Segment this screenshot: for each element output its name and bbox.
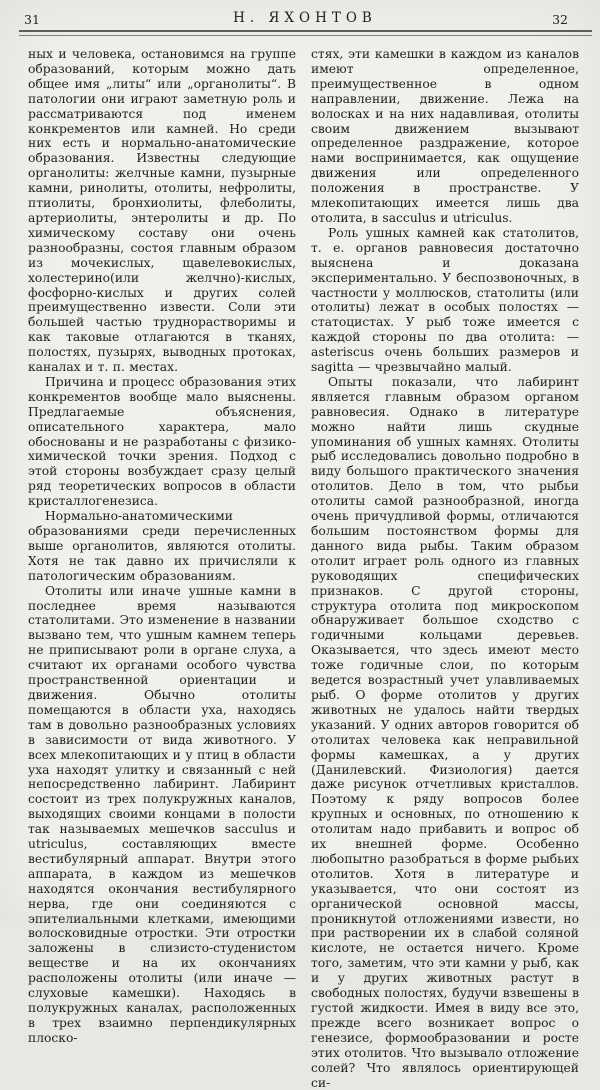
running-header xyxy=(24,10,586,28)
paragraph: Отолиты или иначе ушные камни в последнее время называются статолитами. Это изменение в названии вызвано тем, что ушным камнем теперь не приписывают роли в органе слуха, а считают их органами особого чувства пространственной ориентации и движения. Обычно отолиты помещаются в области уха, находясь там в довольно разнообразных условиях в зависимости от вида животного. У всех млекопитающих и у птиц в области уха находят улитку и связанный с ней непосредственно лабиринт. Лабиринт состоит из трех полукружных каналов, выходящих своими концами в полости так называемых мешечков sacculus и utriculus, составляющих вместе вестибулярный аппарат. Внутри этого аппарата, в каждом из мешечков находятся окончания вестибулярного нерва, где они соединяются с эпителиальными клетками, имеющими волосковидные отростки. Эти отростки заложены в слизисто-студенистом веществе и на их окончаниях расположены отолиты (или иначе — слуховые камешки). Находясь в полукружных каналах, расположенных в трех взаимно перпендикулярных плоско- xyxy=(28,583,296,1045)
header-double-rule xyxy=(19,30,592,36)
page-number-right: 32 xyxy=(552,12,568,27)
running-head-title: Н. ЯХОНТОВ xyxy=(233,10,377,26)
paragraph: Роль ушных камней как статолитов, т. е. органов равновесия достаточно выяснена и доказана экспериментально. У беспозвоночных, в частности у моллюсков, статолиты (или отолиты) лежат в особых полостях — статоцистах. У рыб тоже имеется с каждой стороны по два отолита: — asteriscus очень больших размеров и sagitta — чрезвычайно малый. xyxy=(311,225,579,375)
text-columns xyxy=(28,47,579,1090)
page-number-left: 31 xyxy=(24,12,40,27)
right-column xyxy=(311,47,579,1090)
paragraph: Опыты показали, что лабиринт является главным образом органом равновесия. Однако в литературе можно найти лишь скудные упоминания об ушных камнях. Отолиты рыб исследовались довольно подробно в виду большого практического значения отолитов. Дело в том, что рыбьи отолиты самой разнообразной, иногда очень причудливой формы, отличаются большим постоянством формы для данного вида рыбы. Таким образом отолит играет роль одного из главных руководящих специфических признаков. С другой стороны, структура отолита под микроскопом обнаруживает большое сходство с годичными кольцами деревьев. Оказывается, что здесь имеют место тоже годичные слои, по которым ведется возрастный учет улавливаемых рыб. О форме отолитов у других животных не удалось найти твердых указаний. У одних авторов говорится об отолитах человека как неправильной формы камешках, а у других (Данилевский. Физиология) дается даже рисунок отчетливых кристаллов. Поэтому к ряду вопросов более крупных и основных, по отношению к отолитам надо прибавить и вопрос об их внешней форме. Особенно любопытно разобраться в форме рыбьих отолитов. Хотя в литературе и указывается, что они состоят из органической основной массы, проникнутой отложениями извести, но при растворении их в слабой соляной кислоте, не остается ничего. Кроме того, заметим, что эти камни у рыб, как и у других животных растут в свободных полостях, будучи взвешены в густой жидкости. Имея в виду все это, прежде всего возникает вопрос о генезисе, формообразовании и росте этих отолитов. Что вызывало отложение солей? Что являлось ориентирующей си- xyxy=(311,374,579,1090)
paragraph: Нормально-анатомическими образованиями среди перечисленных выше органолитов, являются отолиты. Хотя не так давно их причисляли к патологическим образованиям. xyxy=(28,509,296,583)
paragraph: стях, эти камешки в каждом из каналов имеют определенное, преимущественное в одном направлении, движение. Лежа на волосках и на них надавливая, отолиты своим движением вызывают определенное раздражение, которое нами воспринимается, как ощущение движения или определенного положения в пространстве. У млекопитающих имеется лишь два отолита, в sacculus и utriculus. xyxy=(311,47,579,225)
paragraph: Причина и процесс образования этих конкрементов вообще мало выяснены. Предлагаемые объяснения, описательного характера, мало обоснованы и не разработаны с физико-химической точки зрения. Подход с этой стороны возбуждает сразу целый ряд теоретических вопросов в области кристаллогенезиса. xyxy=(28,374,296,509)
left-column xyxy=(28,47,296,1090)
paragraph: ных и человека, остановимся на группе образований, которым можно дать общее имя „литы“ или „органолиты“. В патологии они играют заметную роль и рассматриваются под именем конкрементов или камней. Но среди них есть и нормально-анатомические образования. Известны следующие органолиты: желчные камни, пузырные камни, ринолиты, отолиты, нефролиты, птиолиты, бронхиолиты, флеболиты, артериолиты, энтеролиты и др. По химическому составу они очень разнообразны, состоя главным образом из мочекислых, щавелевокислых, холестерино(или желчно)-кислых, фосфорно-кислых и других солей преимущественно извести. Соли эти большей частью труднорастворимы и как таковые отлагаются в тканях, полостях, пузырях, выводных протоках, каналах и т. п. местах. xyxy=(28,47,296,375)
